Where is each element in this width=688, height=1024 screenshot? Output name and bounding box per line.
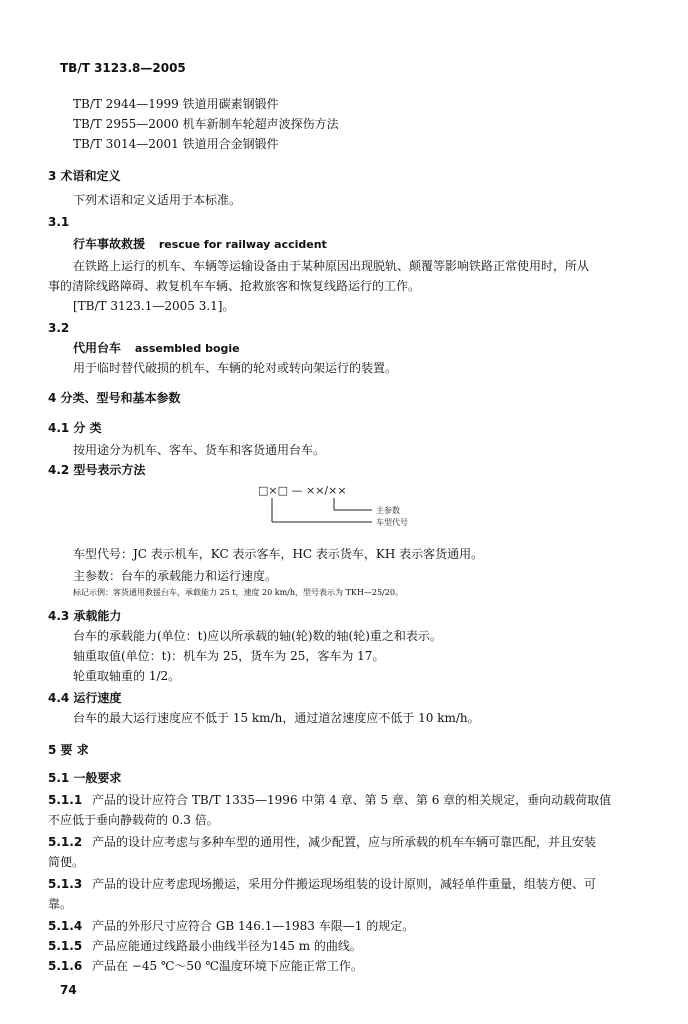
clause-5-1-5 [48,938,362,954]
clause-5-1-2-cont: 简便。 [48,855,85,869]
clause-4-4-text: 台车的最大运行速度应不低于 15 km/h，通过道岔速度应不低于 10 km/h。 [73,711,480,725]
term-3-1-reference: [TB/T 3123.1—2005 3.1]。 [73,299,235,313]
term-3-1-number: 3.1 [48,215,70,229]
term-3-1-definition: 在铁路上运行的机车、车辆等运输设备由于某种原因出现脱轨、颠覆等影响铁路正常使用时，所从 [73,259,590,273]
clause-5-1-3 [48,876,596,892]
clause-4-1-text: 按用途分为机车、客车、货车和客货通用台车。 [73,443,326,457]
section-5-heading: 5 要 求 [48,743,89,757]
model-code-diagram [250,482,410,534]
clause-text: 产品的设计应考虑与多种车型的通用性，减少配置，应与所承载的机车车辆可靠匹配，并且安装 [92,835,597,849]
clause-number: 5.1.2 [48,835,83,849]
reference-item: TB/T 2955—2000 机车新制车轮超声波探伤方法 [73,117,339,131]
model-code-text: □×□ — ××/×× [258,484,347,497]
term-3-1-title [73,236,327,253]
term-3-1-english: rescue for railway accident [158,238,327,251]
term-3-2-name: 代用台车 [73,341,122,355]
clause-4-2-example: 标记示例：客货通用救援台车，承载能力 25 t，速度 20 km/h，型号表示为 TKH—25/20。 [73,588,403,597]
clause-4-2-heading: 4.2 型号表示方法 [48,463,146,477]
clause-text: 产品的设计应符合 TB/T 1335—1996 中第 4 章、第 5 章、第 6 章的相关规定，垂向动载荷取值 [92,793,612,807]
reference-item: TB/T 3014—2001 铁道用合金钢锻件 [73,137,279,151]
section-3-heading: 3 术语和定义 [48,169,121,183]
clause-text: 产品在 −45 ℃～50 ℃温度环境下应能正常工作。 [92,959,363,973]
reference-item: TB/T 2944—1999 铁道用碳素钢锻件 [73,97,279,111]
clause-4-3-heading: 4.3 承载能力 [48,609,122,623]
clause-5-1-6 [48,958,363,974]
term-3-1-name: 行车事故救援 [73,237,146,251]
clause-5-1-1-cont: 不应低于垂向静载荷的 0.3 倍。 [48,813,219,827]
term-3-2-definition: 用于临时替代破损的机车、车辆的轮对或转向架运行的装置。 [73,361,398,375]
term-3-1-definition-cont: 事的清除线路障碍、救复机车车辆、抢救旅客和恢复线路运行的工作。 [48,279,421,293]
term-3-2-title [73,340,240,357]
clause-4-1-heading: 4.1 分 类 [48,421,102,435]
type-code-label: 车型代号 [376,518,408,527]
clause-5-1-4 [48,918,414,934]
clause-4-3-text-1: 台车的承载能力(单位：t)应以所承载的轴(轮)数的轴(轮)重之和表示。 [73,629,442,643]
clause-4-2-type-code: 车型代号：JC 表示机车，KC 表示客车，HC 表示货车，KH 表示客货通用。 [73,547,484,561]
term-3-2-number: 3.2 [48,321,70,335]
section-4-heading: 4 分类、型号和基本参数 [48,391,181,405]
clause-4-4-heading: 4.4 运行速度 [48,691,122,705]
clause-5-1-heading: 5.1 一般要求 [48,771,122,785]
clause-4-3-text-3: 轮重取轴重的 1/2。 [73,669,181,683]
page-number: 74 [60,983,77,997]
standard-number-header: TB/T 3123.8—2005 [60,61,186,75]
main-param-label: 主参数 [376,506,400,515]
clause-5-1-3-cont: 靠。 [48,897,73,911]
term-3-2-english: assembled bogie [134,342,240,355]
section-3-intro: 下列术语和定义适用于本标准。 [73,193,242,207]
clause-text: 产品的外形尺寸应符合 GB 146.1—1983 车限—1 的规定。 [92,919,415,933]
clause-text: 产品的设计应考虑现场搬运，采用分件搬运现场组装的设计原则，减轻单件重量，组装方便、可 [92,877,597,891]
clause-5-1-2 [48,834,596,850]
clause-4-2-main-param: 主参数：台车的承载能力和运行速度。 [73,569,278,583]
clause-text: 产品应能通过线路最小曲线半径为145 m 的曲线。 [92,939,362,953]
clause-number: 5.1.3 [48,877,83,891]
clause-number: 5.1.5 [48,939,83,953]
clause-4-3-text-2: 轴重取值(单位：t)：机车为 25，货车为 25，客车为 17。 [73,649,385,663]
clause-number: 5.1.1 [48,793,83,807]
clause-number: 5.1.4 [48,919,83,933]
clause-5-1-1 [48,792,611,808]
clause-number: 5.1.6 [48,959,83,973]
